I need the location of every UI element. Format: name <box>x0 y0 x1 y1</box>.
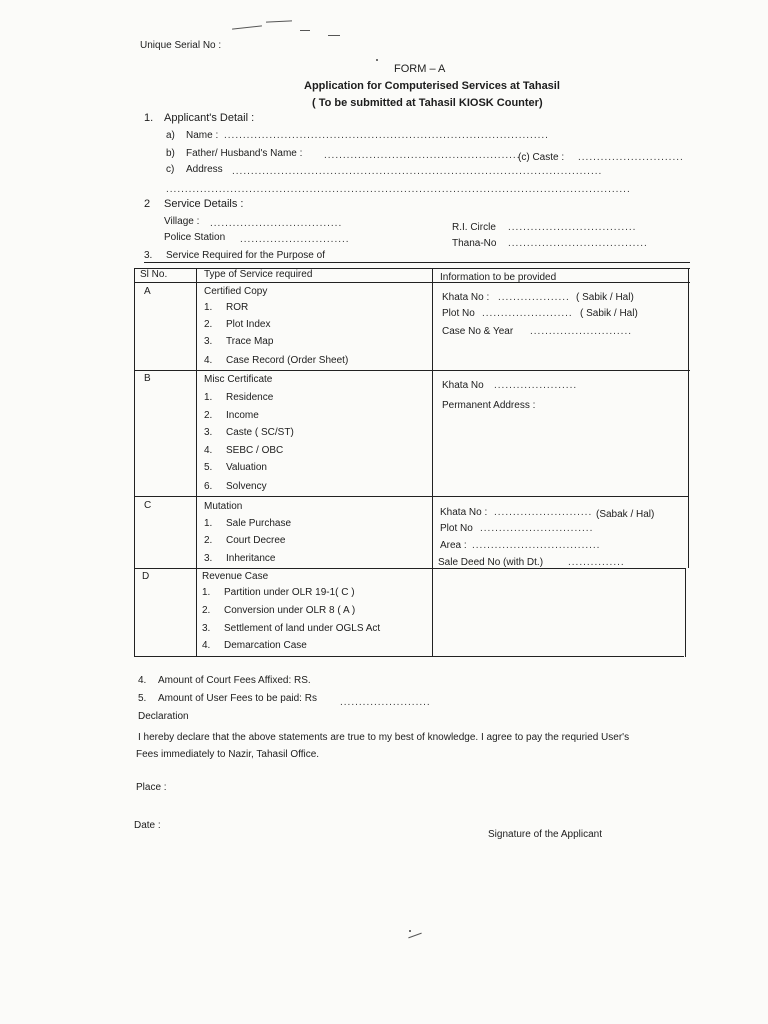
row-b-item-num: 5. <box>204 462 213 473</box>
signature-label: Signature of the Applicant <box>488 829 602 840</box>
row-b-khata-field[interactable]: ...................... <box>494 380 578 391</box>
section-3-number: 3. <box>144 250 153 261</box>
row-c-item-num: 1. <box>204 518 213 529</box>
scan-mark <box>408 933 421 939</box>
row-d-type: Revenue Case <box>202 571 269 582</box>
row-b-type: Misc Certificate <box>204 374 273 385</box>
col-header-type: Type of Service required <box>204 269 313 280</box>
father-label: Father/ Husband's Name : <box>186 148 303 159</box>
scan-speck <box>409 930 411 932</box>
section-5-number: 5. <box>138 693 147 704</box>
row-b-khata-label: Khata No <box>442 380 484 391</box>
caste-label: (c) Caste : <box>518 152 565 163</box>
address-field[interactable]: .................................................................................................. <box>232 166 603 177</box>
section-1-number: 1. <box>144 112 154 124</box>
row-b-item-label: Valuation <box>226 462 267 473</box>
table-col-divider <box>196 268 197 657</box>
row-c-khata-suffix: (Sabak / Hal) <box>596 509 655 520</box>
user-fees-field[interactable]: ........................ <box>340 697 431 708</box>
table-row-divider <box>134 568 686 569</box>
declaration-line-2: Fees immediately to Nazir, Tahasil Office. <box>136 749 320 760</box>
row-d-item-num: 1. <box>202 587 211 598</box>
court-fees-label: Amount of Court Fees Affixed: RS. <box>158 675 311 686</box>
ri-circle-field[interactable]: .................................. <box>508 222 637 233</box>
row-c-khata-label: Khata No : <box>440 507 488 518</box>
scan-mark <box>300 30 310 31</box>
form-subtitle: Application for Computerised Services at Tahasil <box>304 80 560 92</box>
table-col-divider <box>432 268 433 657</box>
form-title: FORM – A <box>394 63 446 75</box>
row-c-item-num: 2. <box>204 535 213 546</box>
date-label: Date : <box>134 820 161 831</box>
col-header-information: Information to be provided <box>440 272 557 283</box>
row-c-area-field[interactable]: .................................. <box>472 540 601 551</box>
row-b-item-label: Solvency <box>226 481 267 492</box>
row-c-plot-label: Plot No <box>440 523 473 534</box>
row-b-item-label: Caste ( SC/ST) <box>226 427 294 438</box>
table-header-divider <box>134 282 690 283</box>
row-a-item-label: ROR <box>226 302 249 313</box>
row-b-permanent-address-label: Permanent Address : <box>442 400 536 411</box>
scan-mark <box>232 25 262 29</box>
row-a-plot-field[interactable]: ........................ <box>482 308 573 319</box>
place-label: Place : <box>136 782 167 793</box>
village-field[interactable]: ................................... <box>210 218 343 229</box>
scan-mark <box>328 35 340 36</box>
row-a-case-label: Case No & Year <box>442 326 514 337</box>
row-d-item-label: Partition under OLR 19-1( C ) <box>224 587 355 598</box>
section-2-number: 2 <box>144 198 151 210</box>
name-field[interactable]: ...................................................................................... <box>224 130 549 141</box>
police-station-field[interactable]: ............................. <box>240 234 350 245</box>
row-d-item-label: Conversion under OLR 8 ( A ) <box>224 605 356 616</box>
form-note: ( To be submitted at Tahasil KIOSK Counter) <box>312 97 543 109</box>
table-row-divider <box>134 370 690 371</box>
row-a-item-num: 1. <box>204 302 213 313</box>
section-3-underline <box>144 262 690 263</box>
caste-field[interactable]: ............................ <box>578 152 684 163</box>
police-station-label: Police Station <box>164 232 226 243</box>
declaration-line-1: I hereby declare that the above statements are true to my best of knowledge. I agree to pay the requried User's <box>138 732 630 743</box>
address-field-line-2[interactable]: ........................................................................................................................... <box>166 184 631 195</box>
row-d-item-num: 4. <box>202 640 211 651</box>
row-c-item-num: 3. <box>204 553 213 564</box>
row-c-item-label: Inheritance <box>226 553 276 564</box>
table-right-border <box>688 268 689 568</box>
name-letter: a) <box>166 130 175 141</box>
father-letter: b) <box>166 148 175 159</box>
table-bottom-border <box>134 656 684 657</box>
father-field[interactable]: .................................................... <box>324 150 521 161</box>
row-b-item-label: Residence <box>226 392 274 403</box>
row-a-case-field[interactable]: ........................... <box>530 326 633 337</box>
table-left-border <box>134 268 135 657</box>
row-a-item-num: 2. <box>204 319 213 330</box>
row-a-plot-label: Plot No <box>442 308 475 319</box>
row-a-sl: A <box>144 286 151 297</box>
row-c-item-label: Sale Purchase <box>226 518 292 529</box>
row-a-item-label: Trace Map <box>226 336 274 347</box>
row-b-item-num: 2. <box>204 410 213 421</box>
row-c-item-label: Court Decree <box>226 535 286 546</box>
row-a-plot-suffix: ( Sabik / Hal) <box>580 308 638 319</box>
row-b-item-num: 3. <box>204 427 213 438</box>
village-label: Village : <box>164 216 200 227</box>
row-c-plot-field[interactable]: .............................. <box>480 523 594 534</box>
scan-mark <box>266 20 292 22</box>
address-letter: c) <box>166 164 175 175</box>
row-b-item-label: SEBC / OBC <box>226 445 284 456</box>
section-3-title: Service Required for the Purpose of <box>166 250 325 261</box>
row-c-sale-deed-field[interactable]: ............... <box>568 557 625 568</box>
row-d-item-num: 3. <box>202 623 211 634</box>
row-b-sl: B <box>144 373 151 384</box>
section-2-title: Service Details : <box>164 198 244 210</box>
row-c-sale-deed-label: Sale Deed No (with Dt.) <box>438 557 544 568</box>
row-a-type: Certified Copy <box>204 286 268 297</box>
unique-serial-label: Unique Serial No : <box>140 40 222 51</box>
row-a-item-num: 3. <box>204 336 213 347</box>
row-a-khata-suffix: ( Sabik / Hal) <box>576 292 634 303</box>
row-c-khata-field[interactable]: .......................... <box>494 507 593 518</box>
user-fees-label: Amount of User Fees to be paid: Rs <box>158 693 317 704</box>
row-c-type: Mutation <box>204 501 243 512</box>
row-a-khata-label: Khata No : <box>442 292 490 303</box>
row-b-item-label: Income <box>226 410 259 421</box>
declaration-title: Declaration <box>138 711 189 722</box>
row-d-item-label: Demarcation Case <box>224 640 307 651</box>
row-d-item-label: Settlement of land under OGLS Act <box>224 623 381 634</box>
row-a-item-num: 4. <box>204 355 213 366</box>
row-b-item-num: 6. <box>204 481 213 492</box>
ri-circle-label: R.I. Circle <box>452 222 496 233</box>
row-a-khata-field[interactable]: ................... <box>498 292 570 303</box>
row-a-item-label: Case Record (Order Sheet) <box>226 355 349 366</box>
row-a-item-label: Plot Index <box>226 319 271 330</box>
thana-no-field[interactable]: ..................................... <box>508 238 648 249</box>
thana-no-label: Thana-No <box>452 238 497 249</box>
row-d-item-num: 2. <box>202 605 211 616</box>
table-row-divider <box>134 496 688 497</box>
row-b-item-num: 1. <box>204 392 213 403</box>
row-d-sl: D <box>142 571 150 582</box>
address-label: Address <box>186 164 223 175</box>
table-right-border <box>685 568 686 657</box>
section-4-number: 4. <box>138 675 147 686</box>
section-1-title: Applicant's Detail : <box>164 112 255 124</box>
row-c-sl: C <box>144 500 152 511</box>
row-b-item-num: 4. <box>204 445 213 456</box>
scan-speck <box>376 59 378 61</box>
col-header-sl-no: Sl No. <box>140 269 168 280</box>
name-label: Name : <box>186 130 219 141</box>
row-c-area-label: Area : <box>440 540 467 551</box>
